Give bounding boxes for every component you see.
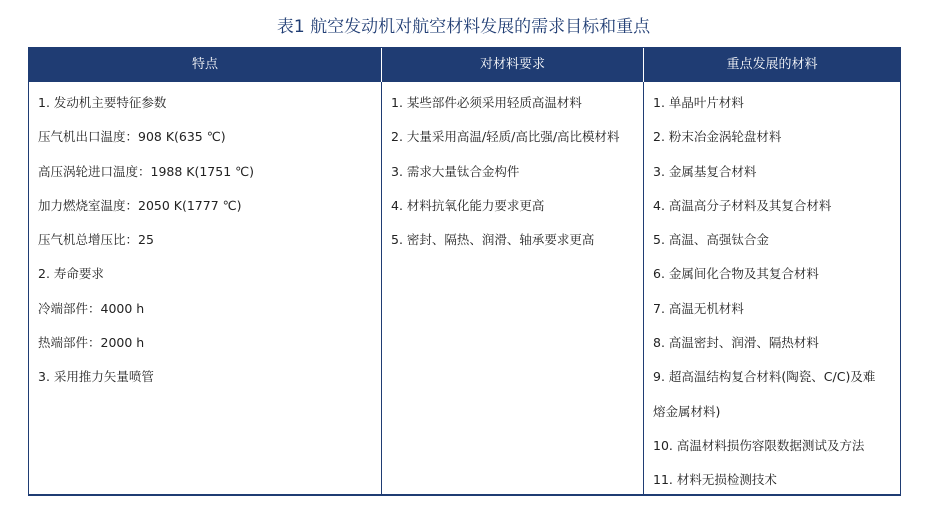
header-key-materials: 重点发展的材料 [643, 48, 900, 82]
list-item: 9. 超高温结构复合材料(陶瓷、C/C)及难 [653, 369, 876, 385]
column-characteristics [29, 48, 381, 494]
characteristics-list [29, 82, 381, 395]
list-item: 冷端部件：4000 h [38, 300, 145, 316]
list-item: 8. 高温密封、润滑、隔热材料 [653, 335, 819, 351]
header-material-requirements: 对材料要求 [381, 48, 643, 82]
list-item: 压气机出口温度：908 K(635 ℃) [38, 129, 226, 145]
list-item: 3. 金属基复合材料 [653, 163, 757, 179]
column-key-materials [643, 48, 900, 494]
list-item: 3. 采用推力矢量喷管 [38, 369, 154, 385]
list-item: 1. 单晶叶片材料 [653, 95, 744, 110]
list-item: 7. 高温无机材料 [653, 300, 744, 316]
column-material-requirements [381, 48, 643, 494]
list-item: 10. 高温材料损伤容限数据测试及方法 [653, 437, 865, 453]
list-item: 2. 粉末冶金涡轮盘材料 [653, 129, 782, 145]
key-materials-list [644, 82, 900, 498]
list-item: 热端部件：2000 h [38, 335, 145, 351]
list-item: 4. 高温高分子材料及其复合材料 [653, 197, 832, 213]
list-item: 1. 某些部件必须采用轻质高温材料 [391, 95, 582, 110]
list-item: 压气机总增压比：25 [38, 232, 154, 248]
list-item: 4. 材料抗氧化能力要求更高 [391, 197, 545, 213]
list-item: 5. 密封、隔热、润滑、轴承要求更高 [391, 232, 595, 248]
list-item: 2. 寿命要求 [38, 266, 104, 282]
list-item: 熔金属材料) [653, 403, 721, 419]
table-title: 表1 航空发动机对航空材料发展的需求目标和重点 [276, 17, 651, 37]
list-item: 加力燃烧室温度：2050 K(1777 ℃) [38, 197, 242, 213]
list-item: 高压涡轮进口温度：1988 K(1751 ℃) [38, 163, 255, 179]
header-characteristics: 特点 [29, 48, 381, 82]
list-item: 2. 大量采用高温/轻质/高比强/高比模材料 [391, 129, 620, 145]
list-item: 3. 需求大量钛合金构件 [391, 163, 520, 179]
list-item: 1. 发动机主要特征参数 [38, 95, 167, 110]
material-requirements-list [382, 82, 643, 257]
list-item: 11. 材料无损检测技术 [653, 472, 777, 488]
requirements-table [28, 47, 901, 496]
list-item: 5. 高温、高强钛合金 [653, 232, 769, 248]
list-item: 6. 金属间化合物及其复合材料 [653, 266, 819, 282]
